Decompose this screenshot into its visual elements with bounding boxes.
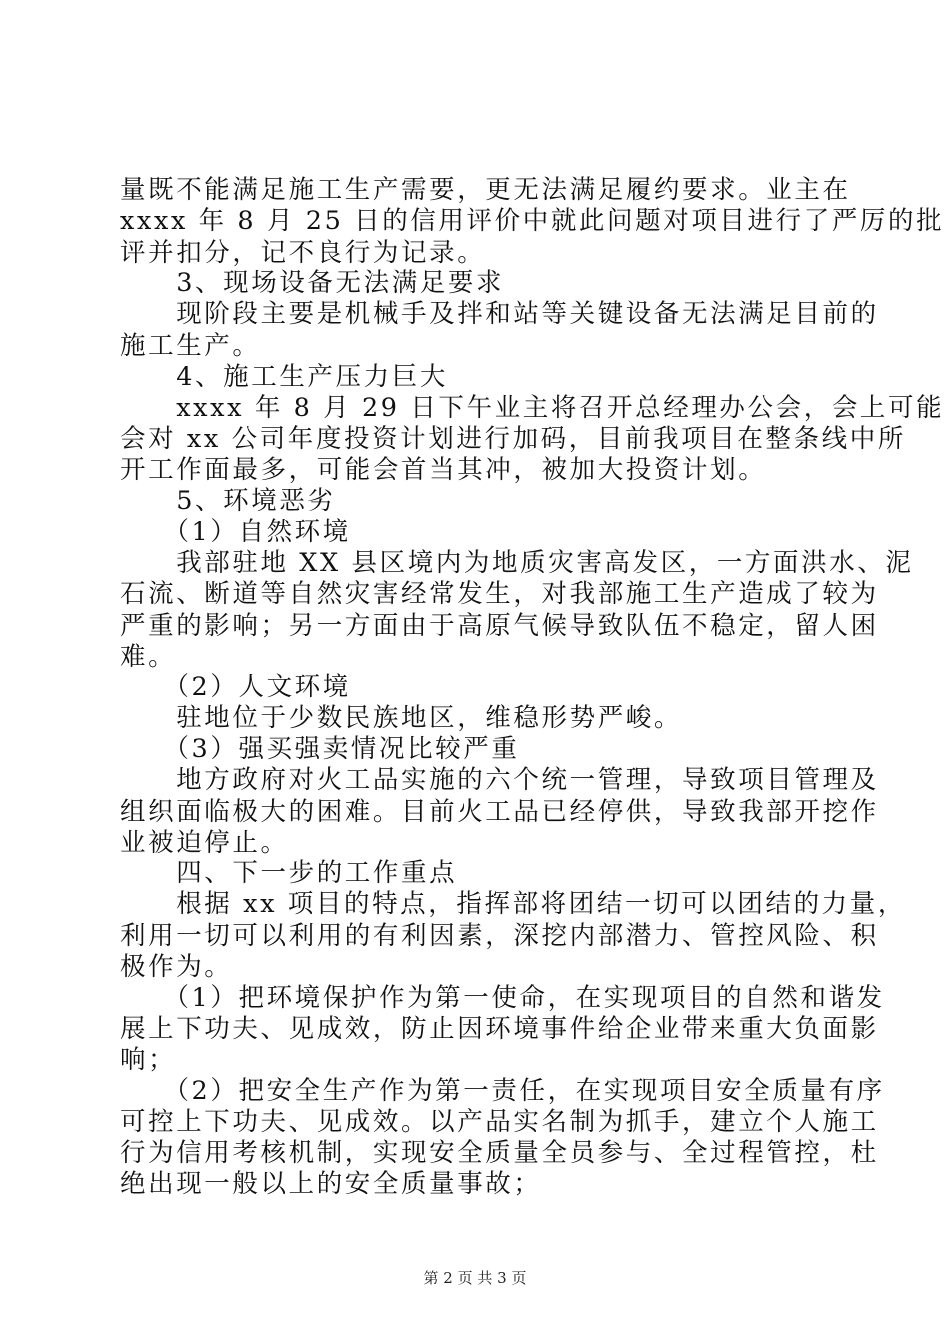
text-line: 难。 [120,642,177,672]
text-line: 极作为。 [120,952,233,982]
text-line: 行为信用考核机制，实现安全质量全员参与、全过程管控，杜 [120,1138,879,1168]
subsection-heading: （3）强买强卖情况比较严重 [120,734,520,764]
text-line: 会对 xx 公司年度投资计划进行加码，目前我项目在整条线中所 [120,424,906,454]
section-heading: 3、现场设备无法满足要求 [120,268,505,298]
text-line: 评并扣分，记不良行为记录。 [120,238,486,268]
text-line: 组织面临极大的困难。目前火工品已经停供，导致我部开挖作 [120,797,879,827]
text-line: 地方政府对火工品实施的六个统一管理，导致项目管理及 [120,765,879,795]
text-line: 施工生产。 [120,331,261,361]
text-line: xxxx 年 8 月 29 日下午业主将召开总经理办公会，会上可能 [120,393,945,423]
page-footer: 第 2 页 共 3 页 [423,1269,527,1287]
section-heading: 4、施工生产压力巨大 [120,362,448,392]
text-line: （1）把环境保护作为第一使命，在实现项目的自然和谐发 [120,983,885,1013]
text-line: （2）把安全生产作为第一责任，在实现项目安全质量有序 [120,1076,885,1106]
text-line: 驻地位于少数民族地区，维稳形势严峻。 [120,703,683,733]
subsection-heading: （2）人文环境 [120,672,351,702]
text-line: 利用一切可以利用的有利因素，深挖内部潜力、管控风险、积 [120,921,879,951]
text-line: 石流、断道等自然灾害经常发生，对我部施工生产造成了较为 [120,579,879,609]
text-line: 现阶段主要是机械手及拌和站等关键设备无法满足目前的 [120,299,879,329]
text-line: 我部驻地 XX 县区境内为地质灾害高发区，一方面洪水、泥 [120,548,914,578]
text-line: 业被迫停止。 [120,828,289,858]
subsection-heading: （1）自然环境 [120,517,351,547]
text-line: 严重的影响；另一方面由于高原气候导致队伍不稳定，留人困 [120,611,879,641]
text-line: 根据 xx 项目的特点，指挥部将团结一切可以团结的力量， [120,889,906,919]
section-heading: 四、下一步的工作重点 [120,858,458,888]
section-heading: 5、环境恶劣 [120,486,336,516]
text-line: xxxx 年 8 月 25 日的信用评价中就此问题对项目进行了严厉的批 [120,206,945,236]
text-line: 可控上下功夫、见成效。以产品实名制为抓手，建立个人施工 [120,1107,879,1137]
text-line: 响； [120,1045,177,1075]
text-line: 开工作面最多，可能会首当其冲，被加大投资计划。 [120,455,767,485]
text-line: 量既不能满足施工生产需要，更无法满足履约要求。业主在 [120,175,851,205]
text-line: 展上下功夫、见成效，防止因环境事件给企业带来重大负面影 [120,1014,879,1044]
text-line: 绝出现一般以上的安全质量事故； [120,1169,542,1199]
